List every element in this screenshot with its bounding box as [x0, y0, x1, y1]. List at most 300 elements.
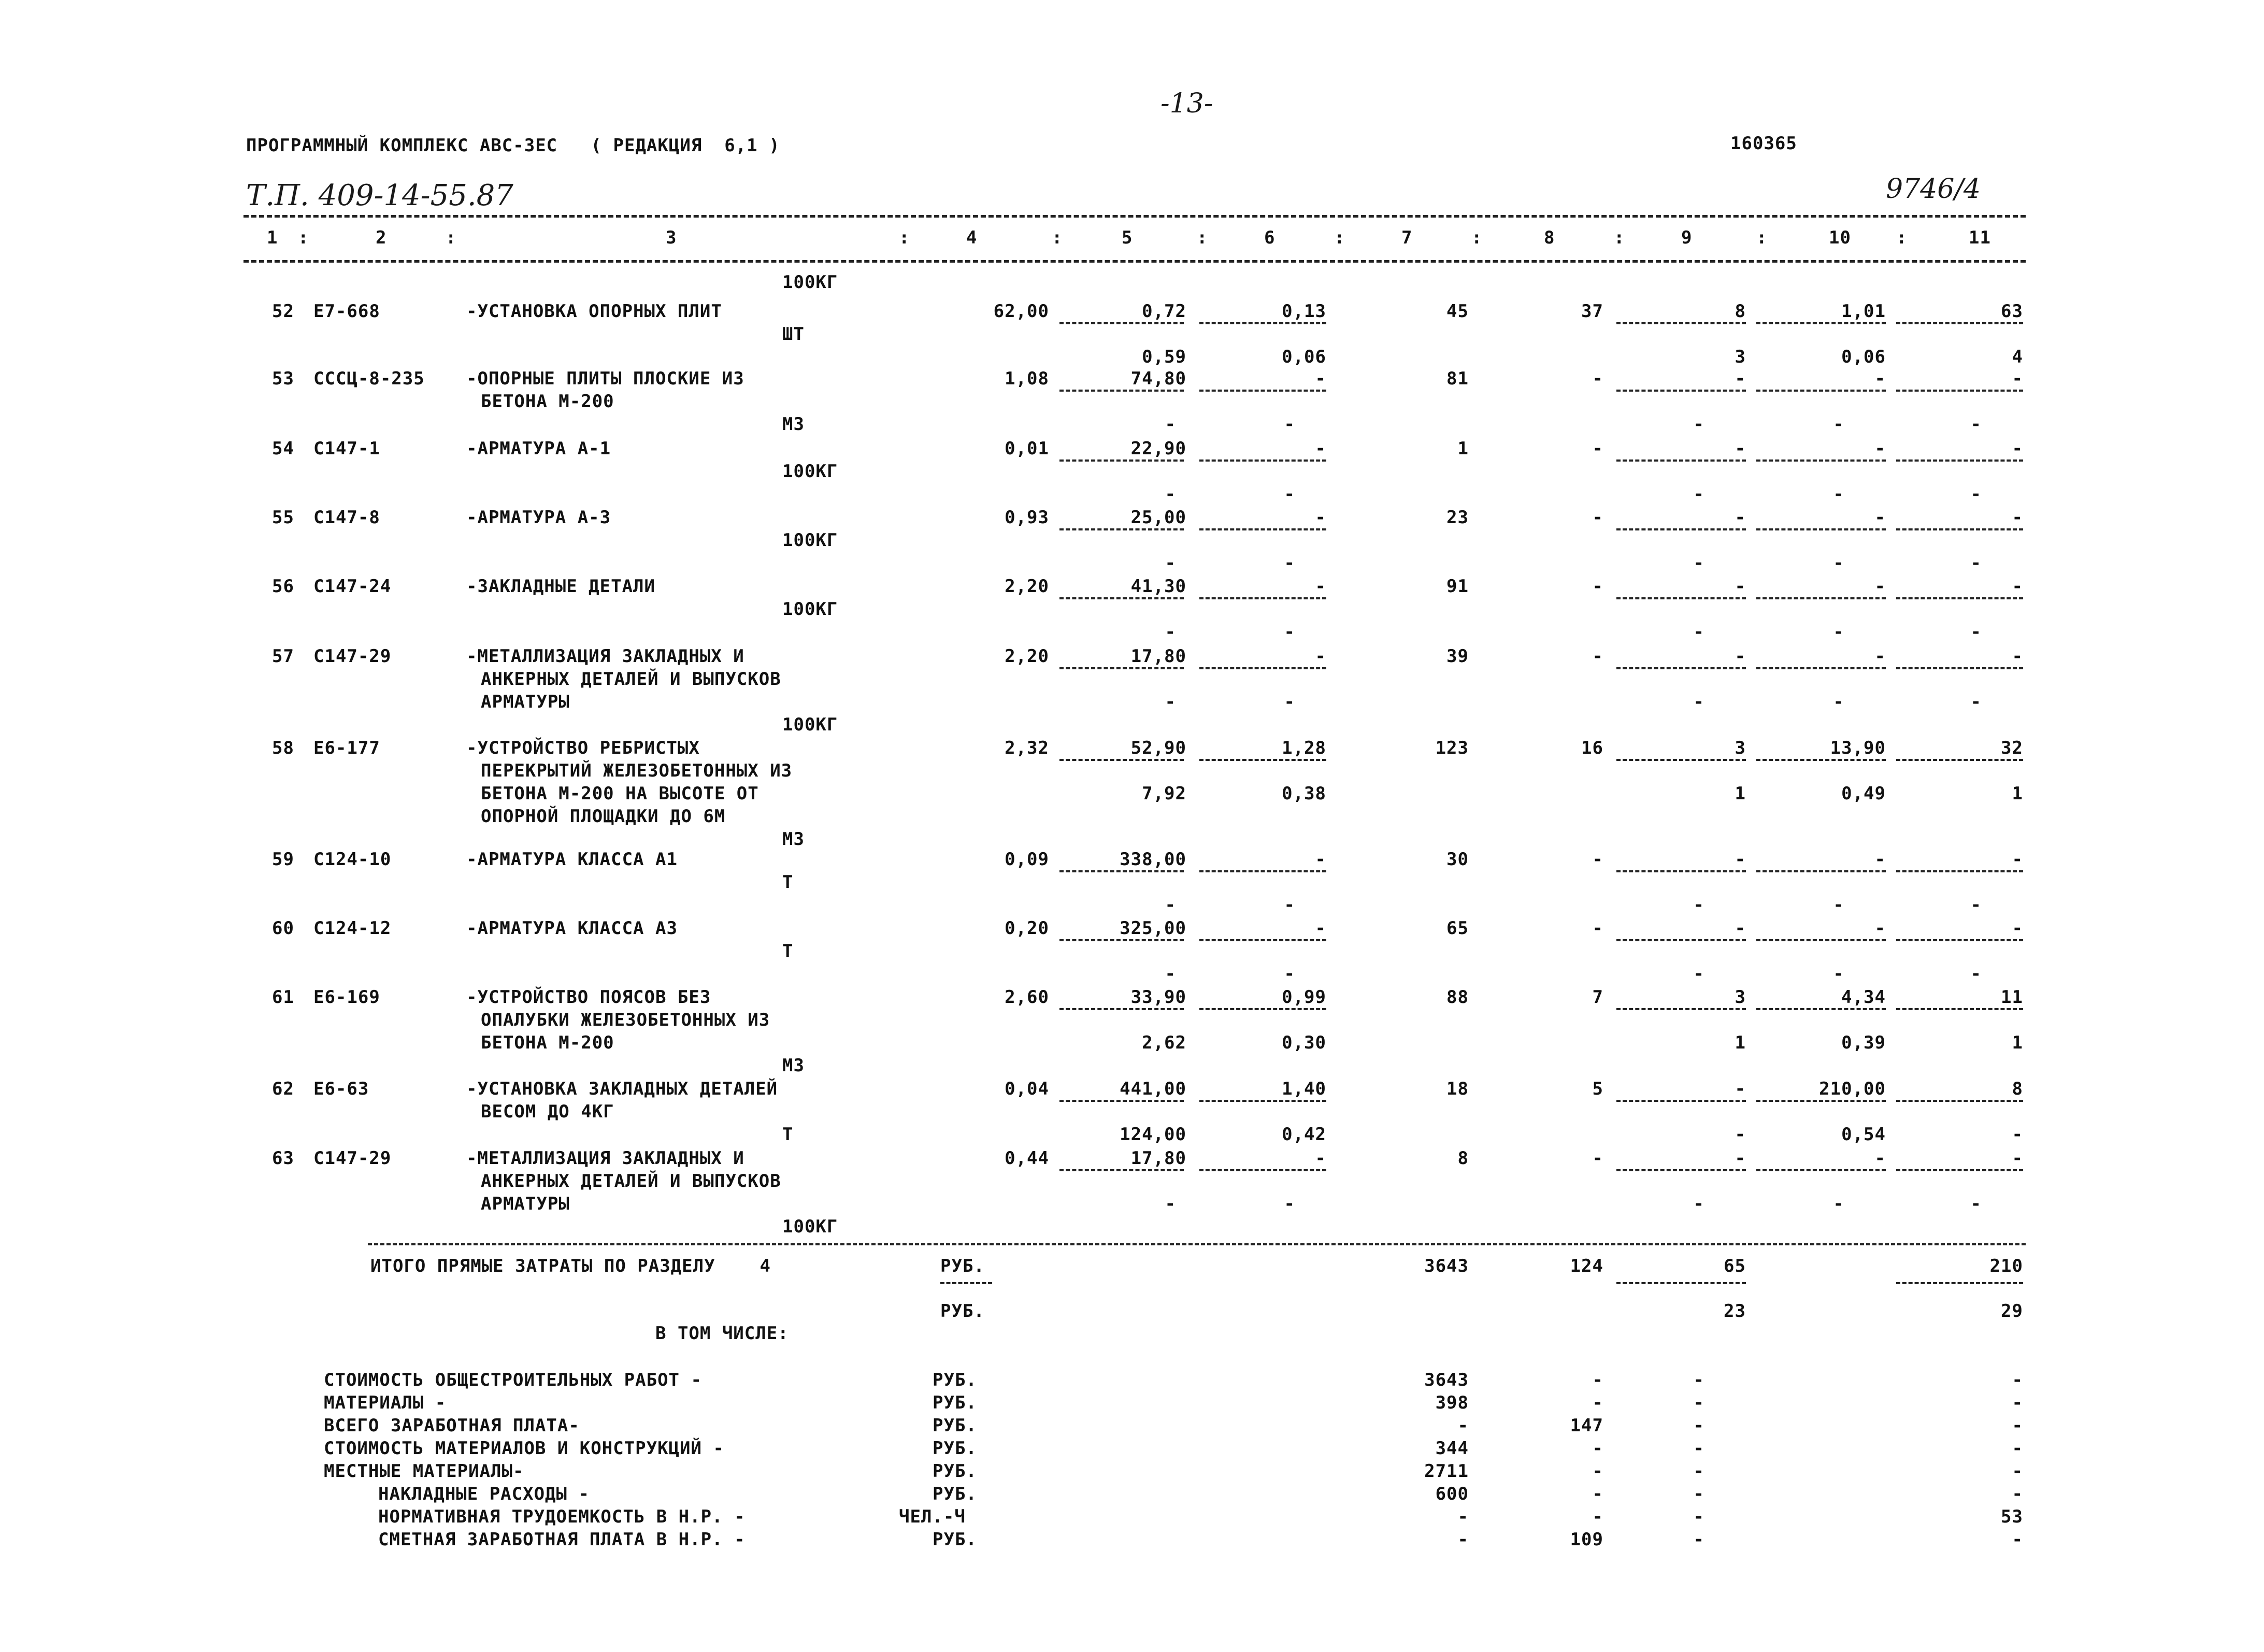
row-name: АРМАТУРЫ — [481, 692, 570, 712]
row-name: -УСТРОЙСТВО РЕБРИСТЫХ — [466, 738, 700, 758]
total-unit-rule — [940, 1282, 992, 1284]
subtotal-rule — [1896, 759, 2023, 761]
row-cost-unit-wage: 1,40 — [1282, 1079, 1326, 1099]
column-header-1: 1 — [267, 227, 278, 248]
row-machine-cost: - — [1735, 438, 1746, 459]
row-cost-sub: - — [1165, 692, 1176, 712]
row-code: С147-24 — [313, 576, 392, 597]
summary-cost: 3643 — [1424, 1370, 1469, 1390]
summary-machine: - — [1693, 1392, 1704, 1413]
row-labor: 63 — [2001, 301, 2023, 322]
row-labor-sub: - — [1970, 964, 1982, 984]
row-machine-sub: 0,49 — [1841, 783, 1886, 804]
column-separator: : — [1197, 227, 1208, 248]
total-labor: 210 — [1989, 1256, 2023, 1276]
summary-labor: - — [2012, 1370, 2023, 1390]
row-cost-unit: 52,90 — [1130, 738, 1186, 758]
row-unit: 100КГ — [782, 599, 838, 620]
row-qty: 62,00 — [993, 301, 1049, 322]
row-total-cost: 30 — [1446, 849, 1469, 870]
header-rule-top — [243, 215, 2026, 218]
subtotal-rule — [1199, 597, 1326, 599]
subtotal-rule — [1199, 667, 1326, 669]
row-qty: 0,09 — [1005, 849, 1049, 870]
subtotal-rule — [1756, 528, 1886, 530]
summary-cost: - — [1457, 1506, 1469, 1527]
row-machine-sub: - — [1693, 414, 1704, 435]
row-labor-sub: - — [1970, 414, 1982, 435]
summary-machine: - — [1693, 1370, 1704, 1390]
subtotal-rule — [1616, 870, 1746, 872]
subtotal-rule — [1059, 667, 1184, 669]
row-qty: 0,01 — [1005, 438, 1049, 459]
row-wage: 5 — [1592, 1079, 1603, 1099]
column-separator: : — [899, 227, 910, 248]
row-name: АНКЕРНЫХ ДЕТАЛЕЙ И ВЫПУСКОВ — [481, 669, 781, 689]
row-cost-sub: - — [1165, 895, 1176, 915]
row-labor: - — [2012, 1148, 2023, 1169]
row-code: С124-10 — [313, 849, 392, 870]
total-unit: РУБ. — [940, 1256, 985, 1276]
row-unit: М3 — [782, 829, 805, 850]
row-machine-sub: - — [1693, 692, 1704, 712]
row-total-cost: 8 — [1457, 1148, 1469, 1169]
subtotal-rule — [1756, 1008, 1886, 1010]
summary-cost: 398 — [1435, 1392, 1469, 1413]
subtotal-rule — [1616, 759, 1746, 761]
subtotal-rule — [1199, 390, 1326, 392]
subtotal-rule — [1616, 597, 1746, 599]
row-machine-unit: 13,90 — [1830, 738, 1886, 758]
row-qty: 2,32 — [1005, 738, 1049, 758]
total-machine: 65 — [1724, 1256, 1746, 1276]
row-machine-sub: - — [1833, 622, 1844, 642]
summary-label: ВСЕГО ЗАРАБОТНАЯ ПЛАТА- — [324, 1415, 580, 1436]
subtotal-rule — [1896, 1008, 2023, 1010]
subtotal-rule — [1896, 322, 2023, 324]
row-cost-sub: 0,06 — [1282, 347, 1326, 367]
summary-labor: - — [2012, 1392, 2023, 1413]
row-name: -УСТАНОВКА ЗАКЛАДНЫХ ДЕТАЛЕЙ — [466, 1079, 778, 1099]
subtotal-rule — [1616, 1100, 1746, 1102]
row-cost-sub: - — [1284, 692, 1295, 712]
row-name: ВЕСОМ ДО 4КГ — [481, 1101, 614, 1122]
row-cost-unit: 338,00 — [1120, 849, 1186, 870]
row-wage: - — [1592, 646, 1603, 667]
row-number: 62 — [272, 1079, 294, 1099]
subtotal-rule — [1059, 1008, 1184, 1010]
column-separator: : — [1334, 227, 1345, 248]
row-labor: 8 — [2012, 1079, 2023, 1099]
summary-machine: - — [1693, 1529, 1704, 1550]
row-machine-cost: 8 — [1735, 301, 1746, 322]
row-total-cost: 39 — [1446, 646, 1469, 667]
subtotal-rule — [1896, 870, 2023, 872]
summary-cost: - — [1457, 1415, 1469, 1436]
subtotal-rule — [1616, 459, 1746, 462]
summary-unit: РУБ. — [933, 1438, 977, 1459]
subtotal-rule — [1756, 1100, 1886, 1102]
doc-code: 160365 — [1730, 133, 1797, 154]
row-machine-sub: - — [1833, 692, 1844, 712]
subtotal-rule — [1756, 759, 1886, 761]
row-code: Е6-63 — [313, 1079, 369, 1099]
row-labor: - — [2012, 918, 2023, 939]
row-cost-sub: - — [1284, 553, 1295, 573]
summary-cost: 344 — [1435, 1438, 1469, 1459]
row-cost-sub: - — [1284, 622, 1295, 642]
row-unit: 100КГ — [782, 1216, 838, 1237]
row-total-cost: 81 — [1446, 368, 1469, 389]
row-machine-cost: 3 — [1735, 987, 1746, 1008]
row-unit: 100КГ — [782, 530, 838, 551]
total-labor-sub: 29 — [2001, 1301, 2023, 1321]
subtotal-rule — [1756, 1169, 1886, 1171]
column-header-5: 5 — [1122, 227, 1133, 248]
row-code: С124-12 — [313, 918, 392, 939]
subtotal-rule — [1059, 1169, 1184, 1171]
summary-label: МЕСТНЫЕ МАТЕРИАЛЫ- — [324, 1461, 524, 1482]
row-total-cost: 23 — [1446, 507, 1469, 528]
row-machine-unit: 210,00 — [1819, 1079, 1886, 1099]
summary-unit: РУБ. — [933, 1392, 977, 1413]
summary-cost: 2711 — [1424, 1461, 1469, 1482]
row-labor-sub: - — [1970, 895, 1982, 915]
subtotal-rule — [1896, 597, 2023, 599]
column-header-7: 7 — [1401, 227, 1413, 248]
subtotal-rule — [1199, 1100, 1326, 1102]
subtotal-rule — [1896, 939, 2023, 941]
subtotal-rule — [1616, 1169, 1746, 1171]
row-machine-sub: - — [1833, 964, 1844, 984]
summary-unit: РУБ. — [933, 1415, 977, 1436]
row-code: Е7-668 — [313, 301, 380, 322]
total-labor-rule — [1896, 1282, 2023, 1284]
subtotal-rule — [1756, 390, 1886, 392]
program-title: ПРОГРАММНЫЙ КОМПЛЕКС АВС-3ЕС ( РЕДАКЦИЯ 6,1 ) — [246, 135, 780, 156]
row-labor-sub: 4 — [2012, 347, 2023, 367]
row-cost-unit: 17,80 — [1130, 1148, 1186, 1169]
subtotal-rule — [1616, 1008, 1746, 1010]
subtotal-rule — [1756, 870, 1886, 872]
summary-wage: - — [1592, 1370, 1603, 1390]
row-name: БЕТОНА М-200 — [481, 391, 614, 412]
tp-number: Т.П. 409-14-55.87 — [246, 179, 513, 212]
row-number: 55 — [272, 507, 294, 528]
row-machine-cost: - — [1735, 646, 1746, 667]
subtotal-rule — [1059, 459, 1184, 462]
row-labor: 11 — [2001, 987, 2023, 1008]
header-rule-bottom — [243, 260, 2026, 263]
row-cost-sub: 124,00 — [1120, 1124, 1186, 1145]
row-total-cost: 18 — [1446, 1079, 1469, 1099]
column-separator: : — [1471, 227, 1483, 248]
subtotal-rule — [1896, 528, 2023, 530]
row-machine-unit: 4,34 — [1841, 987, 1886, 1008]
row-labor-sub: - — [1970, 484, 1982, 505]
right-code: 9746/4 — [1886, 174, 1981, 205]
row-unit: М3 — [782, 414, 805, 435]
row-machine-cost: - — [1735, 918, 1746, 939]
row-machine-unit: - — [1874, 646, 1886, 667]
row-machine-sub: 3 — [1735, 347, 1746, 367]
row-number: 52 — [272, 301, 294, 322]
summary-wage: - — [1592, 1461, 1603, 1482]
row-machine-sub: - — [1693, 1194, 1704, 1214]
row-machine-sub: - — [1833, 1194, 1844, 1214]
row-machine-sub: 1 — [1735, 1032, 1746, 1053]
row-machine-sub: 0,54 — [1841, 1124, 1886, 1145]
summary-label: МАТЕРИАЛЫ - — [324, 1392, 447, 1413]
summary-labor: - — [2012, 1529, 2023, 1550]
summary-machine: - — [1693, 1506, 1704, 1527]
row-labor: - — [2012, 646, 2023, 667]
row-machine-unit: - — [1874, 918, 1886, 939]
row-qty: 2,20 — [1005, 646, 1049, 667]
row-labor-sub: - — [1970, 1194, 1982, 1214]
row-labor-sub: 1 — [2012, 783, 2023, 804]
row-cost-unit: 41,30 — [1130, 576, 1186, 597]
total-wage: 124 — [1570, 1256, 1603, 1276]
summary-wage: - — [1592, 1392, 1603, 1413]
row-unit: Т — [782, 941, 794, 961]
row-labor-sub: 1 — [2012, 1032, 2023, 1053]
subtotal-rule — [1059, 939, 1184, 941]
row-number: 54 — [272, 438, 294, 459]
summary-label: СМЕТНАЯ ЗАРАБОТНАЯ ПЛАТА В Н.Р. - — [378, 1529, 746, 1550]
row-total-cost: 65 — [1446, 918, 1469, 939]
row-machine-sub: - — [1693, 964, 1704, 984]
subtotal-rule — [1616, 322, 1746, 324]
row-name: -АРМАТУРА А-3 — [466, 507, 611, 528]
column-separator: : — [1896, 227, 1908, 248]
row-number: 58 — [272, 738, 294, 758]
row-unit: 100КГ — [782, 461, 838, 482]
column-separator: : — [1614, 227, 1625, 248]
row-cost-sub: - — [1284, 414, 1295, 435]
row-total-cost: 88 — [1446, 987, 1469, 1008]
summary-wage: - — [1592, 1438, 1603, 1459]
summary-labor: 53 — [2001, 1506, 2023, 1527]
row-unit: Т — [782, 872, 794, 893]
row-cost-unit: 33,90 — [1130, 987, 1186, 1008]
summary-labor: - — [2012, 1461, 2023, 1482]
row-number: 61 — [272, 987, 294, 1008]
column-header-8: 8 — [1544, 227, 1555, 248]
row-machine-unit: - — [1874, 849, 1886, 870]
summary-label: СТОИМОСТЬ МАТЕРИАЛОВ И КОНСТРУКЦИЙ - — [324, 1438, 724, 1459]
row-machine-sub: - — [1693, 484, 1704, 505]
subtotal-rule — [1756, 597, 1886, 599]
row-name: ПЕРЕКРЫТИЙ ЖЕЛЕЗОБЕТОННЫХ ИЗ — [481, 760, 793, 781]
row-labor: - — [2012, 849, 2023, 870]
subtotal-rule — [1199, 1008, 1326, 1010]
row-name: ОПОРНОЙ ПЛОЩАДКИ ДО 6М — [481, 806, 726, 827]
row-cost-sub: 2,62 — [1142, 1032, 1186, 1053]
row-cost-sub: 0,30 — [1282, 1032, 1326, 1053]
summary-label: НОРМАТИВНАЯ ТРУДОЕМКОСТЬ В Н.Р. - — [378, 1506, 746, 1527]
subtotal-rule — [1199, 1169, 1326, 1171]
subtotal-rule — [1756, 667, 1886, 669]
row-unit: 100КГ — [782, 272, 838, 293]
subtotal-rule — [1616, 528, 1746, 530]
row-wage: - — [1592, 507, 1603, 528]
row-wage: 7 — [1592, 987, 1603, 1008]
row-name: АРМАТУРЫ — [481, 1194, 570, 1214]
row-machine-unit: - — [1874, 507, 1886, 528]
subtotal-rule — [1896, 459, 2023, 462]
subtotal-rule — [1199, 939, 1326, 941]
row-machine-sub: 0,39 — [1841, 1032, 1886, 1053]
row-labor-sub: - — [2012, 1124, 2023, 1145]
row-labor-sub: - — [1970, 622, 1982, 642]
row-cost-unit-wage: 1,28 — [1282, 738, 1326, 758]
summary-labor: - — [2012, 1438, 2023, 1459]
row-name: ОПАЛУБКИ ЖЕЛЕЗОБЕТОННЫХ ИЗ — [481, 1010, 770, 1030]
row-cost-unit-wage: - — [1315, 368, 1326, 389]
row-qty: 2,20 — [1005, 576, 1049, 597]
row-machine-cost: - — [1735, 1079, 1746, 1099]
row-cost-sub: - — [1165, 1194, 1176, 1214]
row-code: С147-8 — [313, 507, 380, 528]
row-machine-cost: - — [1735, 576, 1746, 597]
column-separator: : — [1756, 227, 1768, 248]
row-labor: - — [2012, 368, 2023, 389]
row-machine-sub: 0,06 — [1841, 347, 1886, 367]
row-cost-unit: 17,80 — [1130, 646, 1186, 667]
row-wage: - — [1592, 849, 1603, 870]
row-code: С147-1 — [313, 438, 380, 459]
subtotal-rule — [1199, 459, 1326, 462]
row-cost-sub: - — [1284, 1194, 1295, 1214]
row-unit: М3 — [782, 1055, 805, 1076]
row-name: БЕТОНА М-200 — [481, 1032, 614, 1053]
row-machine-cost: - — [1735, 507, 1746, 528]
subtotal-rule — [1756, 939, 1886, 941]
summary-wage: 147 — [1570, 1415, 1603, 1436]
total-label: ИТОГО ПРЯМЫЕ ЗАТРАТЫ ПО РАЗДЕЛУ 4 — [370, 1256, 771, 1276]
summary-labor: - — [2012, 1484, 2023, 1504]
subtotal-rule — [1059, 1100, 1184, 1102]
subtotal-rule — [1059, 759, 1184, 761]
row-labor: - — [2012, 576, 2023, 597]
summary-label: НАКЛАДНЫЕ РАСХОДЫ - — [378, 1484, 590, 1504]
row-machine-unit: - — [1874, 576, 1886, 597]
column-header-3: 3 — [666, 227, 677, 248]
row-machine-sub: - — [1693, 622, 1704, 642]
row-code: С147-29 — [313, 1148, 392, 1169]
row-machine-sub: 1 — [1735, 783, 1746, 804]
row-machine-sub: - — [1735, 1124, 1746, 1145]
row-wage: - — [1592, 576, 1603, 597]
summary-cost: - — [1457, 1529, 1469, 1550]
row-machine-cost: - — [1735, 368, 1746, 389]
subtotal-rule — [1199, 528, 1326, 530]
total-unit-2: РУБ. — [940, 1301, 985, 1321]
row-wage: - — [1592, 1148, 1603, 1169]
row-labor: - — [2012, 507, 2023, 528]
subtotal-rule — [1896, 390, 2023, 392]
summary-unit: РУБ. — [933, 1529, 977, 1550]
row-name: -АРМАТУРА КЛАССА А1 — [466, 849, 678, 870]
row-qty: 2,60 — [1005, 987, 1049, 1008]
summary-machine: - — [1693, 1461, 1704, 1482]
row-code: СССЦ-8-235 — [313, 368, 425, 389]
row-name: -АРМАТУРА А-1 — [466, 438, 611, 459]
row-cost-unit-wage: - — [1315, 646, 1326, 667]
row-cost-unit-wage: - — [1315, 438, 1326, 459]
row-qty: 0,20 — [1005, 918, 1049, 939]
column-separator: : — [298, 227, 309, 248]
total-machine-rule — [1616, 1282, 1746, 1284]
page-number: -13- — [1160, 88, 1213, 119]
row-wage: - — [1592, 918, 1603, 939]
row-name: -ЗАКЛАДНЫЕ ДЕТАЛИ — [466, 576, 655, 597]
row-name: -ОПОРНЫЕ ПЛИТЫ ПЛОСКИЕ ИЗ — [466, 368, 744, 389]
column-header-9: 9 — [1681, 227, 1693, 248]
row-labor-sub: - — [1970, 553, 1982, 573]
summary-cost: 600 — [1435, 1484, 1469, 1504]
subtotal-rule — [1059, 870, 1184, 872]
row-cost-unit: 325,00 — [1120, 918, 1186, 939]
row-cost-unit: 0,72 — [1142, 301, 1186, 322]
row-number: 63 — [272, 1148, 294, 1169]
subtotal-rule — [1896, 1100, 2023, 1102]
row-cost-unit-wage: - — [1315, 1148, 1326, 1169]
subtotal-rule — [1059, 597, 1184, 599]
row-qty: 1,08 — [1005, 368, 1049, 389]
summary-labor: - — [2012, 1415, 2023, 1436]
row-cost-sub: 7,92 — [1142, 783, 1186, 804]
row-code: С147-29 — [313, 646, 392, 667]
row-number: 57 — [272, 646, 294, 667]
row-cost-sub: 0,38 — [1282, 783, 1326, 804]
row-qty: 0,04 — [1005, 1079, 1049, 1099]
summary-wage: - — [1592, 1506, 1603, 1527]
row-total-cost: 45 — [1446, 301, 1469, 322]
subtotal-rule — [1616, 390, 1746, 392]
subtotal-rule — [1896, 667, 2023, 669]
row-labor: - — [2012, 438, 2023, 459]
row-unit: ШТ — [782, 324, 805, 344]
row-name: -МЕТАЛЛИЗАЦИЯ ЗАКЛАДНЫХ И — [466, 1148, 744, 1169]
row-labor: 32 — [2001, 738, 2023, 758]
row-machine-unit: - — [1874, 438, 1886, 459]
subtotal-rule — [1059, 322, 1184, 324]
row-name: -АРМАТУРА КЛАССА А3 — [466, 918, 678, 939]
row-unit: Т — [782, 1124, 794, 1145]
subtotal-rule — [1199, 322, 1326, 324]
row-cost-unit-wage: 0,13 — [1282, 301, 1326, 322]
subtotal-rule — [1616, 667, 1746, 669]
row-cost-sub: - — [1165, 622, 1176, 642]
row-labor-sub: - — [1970, 692, 1982, 712]
summary-machine: - — [1693, 1415, 1704, 1436]
row-total-cost: 123 — [1435, 738, 1469, 758]
summary-label: СТОИМОСТЬ ОБЩЕСТРОИТЕЛЬНЫХ РАБОТ - — [324, 1370, 702, 1390]
row-code: Е6-169 — [313, 987, 380, 1008]
row-unit: 100КГ — [782, 714, 838, 735]
subtotal-rule — [1059, 390, 1184, 392]
column-header-4: 4 — [966, 227, 978, 248]
row-wage: - — [1592, 438, 1603, 459]
row-name: -МЕТАЛЛИЗАЦИЯ ЗАКЛАДНЫХ И — [466, 646, 744, 667]
row-total-cost: 1 — [1457, 438, 1469, 459]
row-cost-unit: 441,00 — [1120, 1079, 1186, 1099]
row-cost-sub: 0,59 — [1142, 347, 1186, 367]
subtotal-rule — [1199, 759, 1326, 761]
column-separator: : — [446, 227, 457, 248]
